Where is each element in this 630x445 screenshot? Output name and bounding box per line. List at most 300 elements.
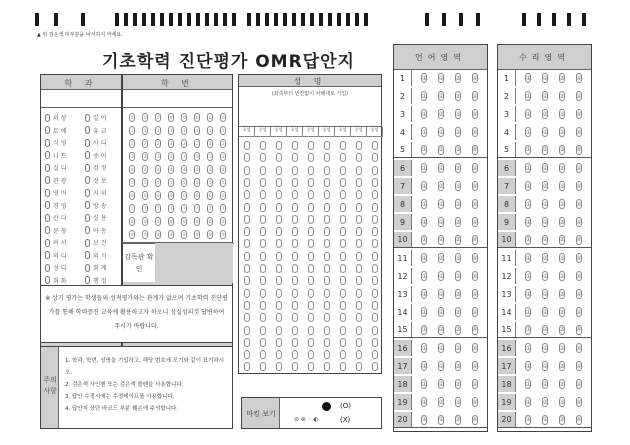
name-bubble[interactable] xyxy=(276,141,282,150)
answer-bubble[interactable]: ① xyxy=(421,236,428,243)
name-bubble[interactable] xyxy=(244,362,250,371)
dept-option[interactable] xyxy=(45,276,67,285)
answer-bubble[interactable]: ① xyxy=(525,182,532,190)
student-no-bubble[interactable] xyxy=(220,230,226,239)
name-bubble[interactable] xyxy=(372,313,378,322)
name-bubble[interactable] xyxy=(356,338,362,347)
answer-bubble[interactable]: ② xyxy=(542,200,548,208)
name-bubble[interactable] xyxy=(292,276,298,285)
answer-bubble[interactable]: ② xyxy=(542,74,548,82)
answer-bubble[interactable]: ③ xyxy=(559,92,565,100)
answer-bubble[interactable]: ③ xyxy=(455,344,461,352)
answer-bubble[interactable]: ① xyxy=(421,380,428,388)
answer-bubble[interactable]: ④ xyxy=(471,182,478,190)
dept-option[interactable] xyxy=(45,163,67,172)
name-bubble[interactable] xyxy=(356,239,362,248)
student-no-bubble[interactable] xyxy=(168,126,174,135)
dept-option[interactable] xyxy=(85,126,107,135)
dept-option[interactable] xyxy=(45,263,67,272)
answer-bubble[interactable]: ① xyxy=(421,110,428,118)
name-bubble[interactable] xyxy=(260,178,266,187)
name-bubble[interactable] xyxy=(292,264,298,273)
answer-bubble[interactable]: ② xyxy=(438,254,444,262)
name-bubble[interactable] xyxy=(276,190,282,199)
name-bubble[interactable] xyxy=(308,178,314,187)
answer-bubble[interactable]: ① xyxy=(421,290,428,298)
answer-bubble[interactable]: ④ xyxy=(471,200,478,208)
answer-bubble[interactable]: ④ xyxy=(575,146,582,153)
student-no-bubble[interactable] xyxy=(129,152,135,161)
answer-bubble[interactable]: ③ xyxy=(559,308,565,316)
name-bubble[interactable] xyxy=(260,301,266,310)
answer-bubble[interactable]: ② xyxy=(542,236,548,243)
dept-option[interactable] xyxy=(45,213,67,222)
student-no-bubble[interactable] xyxy=(155,152,161,161)
name-bubble[interactable] xyxy=(292,141,298,150)
name-bubble[interactable] xyxy=(372,276,378,285)
student-no-bubble[interactable] xyxy=(142,152,148,161)
answer-bubble[interactable]: ② xyxy=(438,362,444,370)
answer-bubble[interactable]: ④ xyxy=(575,74,582,82)
student-no-bubble[interactable] xyxy=(207,139,213,148)
answer-bubble[interactable]: ② xyxy=(438,164,444,172)
dept-option[interactable] xyxy=(85,138,107,147)
student-no-bubble[interactable] xyxy=(220,139,226,148)
name-bubble[interactable] xyxy=(292,227,298,236)
name-bubble[interactable] xyxy=(244,276,250,285)
dept-option[interactable] xyxy=(45,151,67,160)
student-no-bubble[interactable] xyxy=(220,204,226,213)
name-bubble[interactable] xyxy=(292,203,298,212)
name-bubble[interactable] xyxy=(324,227,330,236)
answer-bubble[interactable]: ③ xyxy=(559,326,565,333)
answer-bubble[interactable]: ③ xyxy=(559,236,565,243)
answer-bubble[interactable]: ② xyxy=(438,380,444,388)
answer-bubble[interactable]: ④ xyxy=(575,92,582,100)
answer-bubble[interactable]: ④ xyxy=(575,218,582,226)
answer-bubble[interactable]: ① xyxy=(525,200,532,208)
name-bubble[interactable] xyxy=(372,289,378,298)
name-bubble[interactable] xyxy=(356,252,362,261)
answer-bubble[interactable]: ② xyxy=(542,326,548,333)
name-bubble[interactable] xyxy=(260,203,266,212)
answer-bubble[interactable]: ① xyxy=(421,416,428,423)
name-bubble[interactable] xyxy=(340,190,346,199)
answer-bubble[interactable]: ④ xyxy=(575,110,582,118)
name-bubble[interactable] xyxy=(324,141,330,150)
name-bubble[interactable] xyxy=(292,215,298,224)
student-no-bubble[interactable] xyxy=(168,191,174,200)
student-no-bubble[interactable] xyxy=(181,217,187,226)
name-bubble[interactable] xyxy=(340,239,346,248)
name-bubble[interactable] xyxy=(340,326,346,335)
answer-bubble[interactable]: ④ xyxy=(575,326,582,333)
answer-bubble[interactable]: ② xyxy=(542,272,548,280)
student-no-bubble[interactable] xyxy=(207,113,213,122)
answer-bubble[interactable]: ③ xyxy=(455,416,461,423)
name-bubble[interactable] xyxy=(308,166,314,175)
student-no-bubble[interactable] xyxy=(129,178,135,187)
name-bubble[interactable] xyxy=(292,252,298,261)
name-bubble[interactable] xyxy=(308,362,314,371)
name-bubble[interactable] xyxy=(308,153,314,162)
student-no-bubble[interactable] xyxy=(220,191,226,200)
name-bubble[interactable] xyxy=(308,239,314,248)
student-no-bubble[interactable] xyxy=(168,152,174,161)
answer-bubble[interactable]: ① xyxy=(525,254,532,262)
name-bubble[interactable] xyxy=(244,141,250,150)
answer-bubble[interactable]: ① xyxy=(421,326,428,333)
answer-bubble[interactable]: ④ xyxy=(575,308,582,316)
answer-bubble[interactable]: ② xyxy=(438,326,444,333)
name-bubble[interactable] xyxy=(308,313,314,322)
name-bubble[interactable] xyxy=(308,252,314,261)
answer-bubble[interactable]: ④ xyxy=(575,128,582,136)
answer-bubble[interactable]: ② xyxy=(438,236,444,243)
name-bubble[interactable] xyxy=(276,350,282,359)
answer-bubble[interactable]: ① xyxy=(525,380,532,388)
student-no-bubble[interactable] xyxy=(194,139,200,148)
name-bubble[interactable] xyxy=(308,276,314,285)
name-bubble[interactable] xyxy=(356,153,362,162)
name-bubble[interactable] xyxy=(324,313,330,322)
name-bubble[interactable] xyxy=(340,215,346,224)
name-bubble[interactable] xyxy=(324,326,330,335)
answer-bubble[interactable]: ③ xyxy=(455,254,461,262)
answer-bubble[interactable]: ② xyxy=(542,146,548,153)
answer-bubble[interactable]: ③ xyxy=(455,326,461,333)
answer-bubble[interactable]: ④ xyxy=(471,362,478,370)
answer-bubble[interactable]: ③ xyxy=(559,290,565,298)
name-bubble[interactable] xyxy=(244,190,250,199)
answer-bubble[interactable]: ① xyxy=(421,92,428,100)
name-bubble[interactable] xyxy=(260,252,266,261)
name-bubble[interactable] xyxy=(244,301,250,310)
name-bubble[interactable] xyxy=(292,190,298,199)
name-bubble[interactable] xyxy=(260,166,266,175)
answer-bubble[interactable]: ④ xyxy=(575,290,582,298)
name-bubble[interactable] xyxy=(324,190,330,199)
answer-bubble[interactable]: ② xyxy=(438,344,444,352)
answer-bubble[interactable]: ④ xyxy=(471,254,478,262)
answer-bubble[interactable]: ③ xyxy=(559,182,565,190)
name-bubble[interactable] xyxy=(244,215,250,224)
answer-bubble[interactable]: ② xyxy=(542,128,548,136)
answer-bubble[interactable]: ④ xyxy=(575,344,582,352)
answer-bubble[interactable]: ① xyxy=(421,254,428,262)
dept-option[interactable] xyxy=(45,113,67,122)
student-no-bubble[interactable] xyxy=(181,165,187,174)
student-no-bubble[interactable] xyxy=(129,191,135,200)
student-no-bubble[interactable] xyxy=(129,165,135,174)
student-no-bubble[interactable] xyxy=(194,178,200,187)
math-answer-grid[interactable] xyxy=(498,70,591,431)
language-answer-grid[interactable] xyxy=(394,70,487,431)
name-bubble[interactable] xyxy=(324,166,330,175)
name-bubble[interactable] xyxy=(292,301,298,310)
name-bubble[interactable] xyxy=(308,227,314,236)
student-no-bubble[interactable] xyxy=(129,217,135,226)
name-bubble[interactable] xyxy=(340,313,346,322)
dept-option[interactable] xyxy=(85,151,107,160)
name-bubble[interactable] xyxy=(372,338,378,347)
student-no-bubble[interactable] xyxy=(181,230,187,239)
student-no-bubble[interactable] xyxy=(168,178,174,187)
student-no-bubble[interactable] xyxy=(181,152,187,161)
name-bubble[interactable] xyxy=(324,289,330,298)
answer-bubble[interactable]: ② xyxy=(438,146,444,153)
answer-bubble[interactable]: ① xyxy=(525,164,532,172)
name-bubble[interactable] xyxy=(324,153,330,162)
student-no-bubble[interactable] xyxy=(155,230,161,239)
answer-bubble[interactable]: ② xyxy=(542,290,548,298)
answer-bubble[interactable]: ③ xyxy=(455,272,461,280)
dept-option[interactable] xyxy=(85,226,107,235)
answer-bubble[interactable]: ② xyxy=(542,164,548,172)
student-no-bubble[interactable] xyxy=(220,113,226,122)
name-bubble[interactable] xyxy=(244,350,250,359)
name-bubble[interactable] xyxy=(356,203,362,212)
student-no-bubble[interactable] xyxy=(142,178,148,187)
name-bubble[interactable] xyxy=(260,239,266,248)
name-bubble[interactable] xyxy=(276,252,282,261)
name-bubble[interactable] xyxy=(340,289,346,298)
name-bubble[interactable] xyxy=(276,301,282,310)
answer-bubble[interactable]: ① xyxy=(525,398,532,406)
name-bubble[interactable] xyxy=(372,215,378,224)
name-bubble[interactable] xyxy=(356,141,362,150)
name-bubble[interactable] xyxy=(260,190,266,199)
name-bubble[interactable] xyxy=(356,301,362,310)
name-bubble[interactable] xyxy=(292,239,298,248)
answer-bubble[interactable]: ④ xyxy=(471,110,478,118)
name-bubble[interactable] xyxy=(276,215,282,224)
answer-bubble[interactable]: ④ xyxy=(575,236,582,243)
name-bubble[interactable] xyxy=(292,178,298,187)
name-bubble[interactable] xyxy=(260,313,266,322)
answer-bubble[interactable]: ④ xyxy=(575,380,582,388)
answer-bubble[interactable]: ① xyxy=(421,146,428,153)
name-bubble[interactable] xyxy=(260,338,266,347)
name-bubble[interactable] xyxy=(372,203,378,212)
answer-bubble[interactable]: ② xyxy=(542,308,548,316)
answer-bubble[interactable]: ④ xyxy=(471,398,478,406)
name-bubble[interactable] xyxy=(324,252,330,261)
name-bubble[interactable] xyxy=(308,350,314,359)
name-bubble[interactable] xyxy=(276,166,282,175)
name-bubble[interactable] xyxy=(324,178,330,187)
student-no-bubble[interactable] xyxy=(142,165,148,174)
answer-bubble[interactable]: ② xyxy=(438,110,444,118)
answer-bubble[interactable]: ② xyxy=(438,290,444,298)
name-bubble[interactable] xyxy=(308,301,314,310)
name-bubble[interactable] xyxy=(356,289,362,298)
answer-bubble[interactable]: ② xyxy=(438,74,444,82)
name-bubble[interactable] xyxy=(292,166,298,175)
student-no-bubble[interactable] xyxy=(168,139,174,148)
student-no-bubble[interactable] xyxy=(142,113,148,122)
name-bubble[interactable] xyxy=(372,239,378,248)
name-bubble[interactable] xyxy=(372,190,378,199)
name-bubble[interactable] xyxy=(260,350,266,359)
name-bubble[interactable] xyxy=(292,350,298,359)
name-bubble[interactable] xyxy=(276,227,282,236)
answer-bubble[interactable]: ③ xyxy=(559,200,565,208)
answer-bubble[interactable]: ② xyxy=(542,182,548,190)
student-no-bubble[interactable] xyxy=(142,191,148,200)
name-bubble[interactable] xyxy=(356,362,362,371)
student-no-bubble[interactable] xyxy=(155,126,161,135)
answer-bubble[interactable]: ③ xyxy=(455,308,461,316)
dept-option[interactable] xyxy=(45,138,67,147)
answer-bubble[interactable]: ① xyxy=(525,290,532,298)
answer-bubble[interactable]: ④ xyxy=(471,164,478,172)
answer-bubble[interactable]: ③ xyxy=(559,254,565,262)
answer-bubble[interactable]: ② xyxy=(542,398,548,406)
name-bubble[interactable] xyxy=(372,166,378,175)
answer-bubble[interactable]: ④ xyxy=(471,416,478,423)
answer-bubble[interactable]: ① xyxy=(525,416,532,423)
answer-bubble[interactable]: ② xyxy=(542,218,548,226)
name-bubble[interactable] xyxy=(260,215,266,224)
student-no-bubble[interactable] xyxy=(207,230,213,239)
student-no-bubble[interactable] xyxy=(129,126,135,135)
answer-bubble[interactable]: ① xyxy=(421,308,428,316)
answer-bubble[interactable]: ① xyxy=(421,362,428,370)
student-no-bubble[interactable] xyxy=(194,113,200,122)
student-no-bubble[interactable] xyxy=(155,139,161,148)
name-bubble[interactable] xyxy=(308,203,314,212)
name-bubble[interactable] xyxy=(340,227,346,236)
dept-option[interactable] xyxy=(85,113,107,122)
answer-bubble[interactable]: ④ xyxy=(575,182,582,190)
student-no-bubble[interactable] xyxy=(168,230,174,239)
answer-bubble[interactable]: ④ xyxy=(471,380,478,388)
name-bubble[interactable] xyxy=(340,141,346,150)
answer-bubble[interactable]: ① xyxy=(421,398,428,406)
answer-bubble[interactable]: ④ xyxy=(575,164,582,172)
name-bubble[interactable] xyxy=(324,301,330,310)
student-no-bubble[interactable] xyxy=(207,191,213,200)
student-no-bubble[interactable] xyxy=(155,178,161,187)
name-bubble[interactable] xyxy=(340,153,346,162)
answer-bubble[interactable]: ① xyxy=(421,344,428,352)
name-bubble[interactable] xyxy=(340,264,346,273)
answer-bubble[interactable]: ③ xyxy=(559,146,565,153)
name-bubble[interactable] xyxy=(324,338,330,347)
answer-bubble[interactable]: ① xyxy=(421,200,428,208)
name-bubble[interactable] xyxy=(340,338,346,347)
answer-bubble[interactable]: ③ xyxy=(559,380,565,388)
name-bubble[interactable] xyxy=(260,153,266,162)
answer-bubble[interactable]: ① xyxy=(421,74,428,82)
student-no-bubble[interactable] xyxy=(220,126,226,135)
name-bubble[interactable] xyxy=(244,338,250,347)
name-bubble[interactable] xyxy=(292,153,298,162)
answer-bubble[interactable]: ③ xyxy=(455,236,461,243)
answer-bubble[interactable]: ② xyxy=(438,218,444,226)
name-bubble[interactable] xyxy=(260,141,266,150)
answer-bubble[interactable]: ② xyxy=(438,308,444,316)
name-bubble[interactable] xyxy=(324,276,330,285)
dept-option[interactable] xyxy=(45,201,67,210)
answer-bubble[interactable]: ② xyxy=(438,200,444,208)
name-bubble[interactable] xyxy=(324,350,330,359)
answer-bubble[interactable]: ② xyxy=(438,272,444,280)
answer-bubble[interactable]: ① xyxy=(525,218,532,226)
name-bubble[interactable] xyxy=(244,153,250,162)
name-bubble[interactable] xyxy=(260,264,266,273)
name-bubble[interactable] xyxy=(324,215,330,224)
student-no-bubble[interactable] xyxy=(142,126,148,135)
name-bubble[interactable] xyxy=(308,289,314,298)
student-no-bubble[interactable] xyxy=(155,113,161,122)
student-no-bubble[interactable] xyxy=(142,230,148,239)
answer-bubble[interactable]: ① xyxy=(525,308,532,316)
dept-option[interactable] xyxy=(85,251,107,260)
dept-option[interactable] xyxy=(85,201,107,210)
answer-bubble[interactable]: ④ xyxy=(471,92,478,100)
student-no-bubble[interactable] xyxy=(168,204,174,213)
name-bubble[interactable] xyxy=(260,289,266,298)
student-no-bubble[interactable] xyxy=(194,126,200,135)
name-bubble[interactable] xyxy=(260,276,266,285)
name-bubble[interactable] xyxy=(324,362,330,371)
name-bubble[interactable] xyxy=(324,203,330,212)
name-bubble[interactable] xyxy=(308,326,314,335)
name-bubble[interactable] xyxy=(340,178,346,187)
answer-bubble[interactable]: ④ xyxy=(471,74,478,82)
student-no-bubble[interactable] xyxy=(142,204,148,213)
answer-bubble[interactable]: ④ xyxy=(471,308,478,316)
answer-bubble[interactable]: ④ xyxy=(575,272,582,280)
answer-bubble[interactable]: ③ xyxy=(559,164,565,172)
name-bubble[interactable] xyxy=(356,313,362,322)
name-bubble[interactable] xyxy=(372,252,378,261)
dept-option[interactable] xyxy=(45,251,67,260)
student-no-bubble[interactable] xyxy=(181,126,187,135)
answer-bubble[interactable]: ④ xyxy=(575,398,582,406)
answer-bubble[interactable]: ③ xyxy=(455,218,461,226)
answer-bubble[interactable]: ② xyxy=(438,182,444,190)
name-bubble[interactable] xyxy=(292,338,298,347)
student-no-bubble[interactable] xyxy=(207,178,213,187)
name-bubble[interactable] xyxy=(292,326,298,335)
student-no-bubble[interactable] xyxy=(129,113,135,122)
name-bubble[interactable] xyxy=(356,276,362,285)
student-no-bubble[interactable] xyxy=(181,191,187,200)
name-bubble[interactable] xyxy=(244,227,250,236)
answer-bubble[interactable]: ① xyxy=(525,272,532,280)
dept-option[interactable] xyxy=(85,238,107,247)
answer-bubble[interactable]: ① xyxy=(421,218,428,226)
name-bubble[interactable] xyxy=(340,301,346,310)
student-no-bubble[interactable] xyxy=(181,113,187,122)
name-bubble[interactable] xyxy=(356,178,362,187)
name-bubble[interactable] xyxy=(244,166,250,175)
answer-bubble[interactable]: ③ xyxy=(455,92,461,100)
answer-bubble[interactable]: ③ xyxy=(559,344,565,352)
answer-bubble[interactable]: ② xyxy=(542,362,548,370)
name-bubble[interactable] xyxy=(276,313,282,322)
name-bubble[interactable] xyxy=(276,264,282,273)
name-bubble[interactable] xyxy=(244,313,250,322)
student-no-bubble[interactable] xyxy=(207,152,213,161)
name-bubble[interactable] xyxy=(260,227,266,236)
name-bubble[interactable] xyxy=(276,276,282,285)
dept-option[interactable] xyxy=(85,163,107,172)
answer-bubble[interactable]: ③ xyxy=(455,362,461,370)
